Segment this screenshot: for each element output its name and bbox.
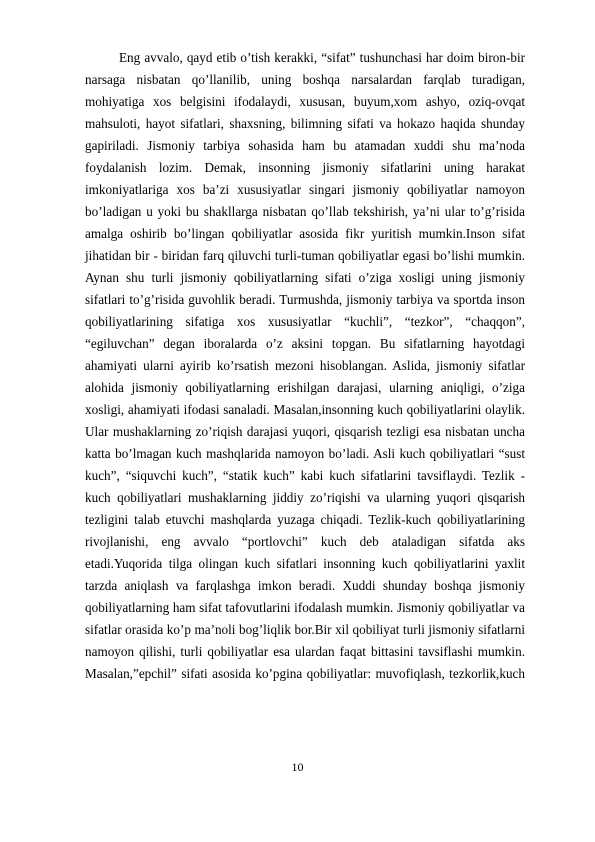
text-line: sifatlar orasida ko’p ma’noli bog’liqlik bor.Bir xil qobiliyat turli jismoniy sifatlarni (85, 622, 525, 637)
text-line: bo’ladigan u yoki bu shakllarga nisbatan qo’llab tekshirish, ya’ni ular to’g’risida (85, 204, 525, 219)
text-line: Ular mushaklarning zo’riqish darajasi yuqori, qisqarish tezligi esa nisbatan uncha (85, 424, 525, 439)
text-line: mahsuloti, hayot sifatlari, shaxsning, bilimning sifati va hokazo haqida shunday (85, 116, 525, 131)
page-number: 10 (291, 760, 304, 774)
text-line: mohiyatiga xos belgisini ifodalaydi, xususan, buyum,xom ashyo, oziq-ovqat (85, 94, 525, 109)
text-line: tezligini talab etuvchi mashqlarda yuzaga chiqadi. Tezlik-kuch qobiliyatlarining (85, 512, 525, 527)
text-line: gapiriladi. Jismoniy tarbiya sohasida ham bu atamadan xuddi shu ma’noda (85, 138, 525, 153)
text-line: sifatlari to’g’risida guvohlik beradi. Turmushda, jismoniy tarbiya va sportda inson (85, 292, 525, 307)
text-line: rivojlanishi, eng avvalo “portlovchi” kuch deb ataladigan sifatda aks (85, 534, 525, 549)
text-line: namoyon qilishi, turli qobiliyatlar esa ulardan faqat bittasini tavsiflashi mumkin. (85, 644, 525, 659)
text-line: qobiliyatlarning ham sifat tafovutlarini ifodalash mumkin. Jismoniy qobiliyatlar va (85, 600, 525, 615)
text-line: jihatidan bir - biridan farq qiluvchi turli-tuman qobiliyatlar egasi bo’lishi mumkin. (85, 248, 525, 263)
text-line: tarzda aniqlash va farqlashga imkon beradi. Xuddi shunday boshqa jismoniy (85, 578, 525, 593)
text-line: Eng avvalo, qayd etib o’tish kerakki, “sifat” tushunchasi har doim biron-bir (119, 50, 525, 65)
text-line: etadi.Yuqorida tilga olingan kuch sifatlari insonning kuch qobiliyatlarini yaxlit (85, 556, 525, 571)
text-line: alohida jismoniy qobiliyatlarning erishilgan darajasi, ularning aniqligi, o’ziga (85, 380, 525, 395)
text-line: ahamiyati ularni ayirib ko’rsatish mezoni hisoblangan. Aslida, jismoniy sifatlar (85, 358, 525, 373)
text-line: “egiluvchan” degan iboralarda o’z aksini topgan. Bu sifatlarning hayotdagi (85, 336, 525, 351)
text-line: foydalanish lozim. Demak, insonning jismoniy sifatlarini uning harakat (85, 160, 525, 175)
text-line: kuch qobiliyatlari mushaklarning jiddiy zo’riqishi va ularning yuqori qisqarish (85, 490, 525, 505)
text-line: xosligi, ahamiyati ifodasi sanaladi. Masalan,insonning kuch qobiliyatlarini olaylik. (85, 402, 525, 417)
text-line: katta bo’lmagan kuch mashqlarida namoyon bo’ladi. Asli kuch qobiliyatlari “sust (85, 446, 525, 461)
text-line: Masalan,”epchil” sifati asosida ko’pgina qobiliyatlar: muvofiqlash, tezkorlik,kuch (85, 666, 525, 681)
text-line: narsaga nisbatan qo’llanilib, uning boshqa narsalardan farqlab turadigan, (85, 72, 525, 87)
text-line: kuch”, “siquvchi kuch”, “statik kuch” kabi kuch sifatlarini tavsiflaydi. Tezlik - (85, 468, 525, 483)
text-line: qobiliyatlarining sifatiga xos xususiyatlar “kuchli”, “tezkor”, “chaqqon”, (85, 314, 525, 329)
text-line: imkoniyatlariga xos ba’zi xususiyatlar singari jismoniy qobiliyatlar namoyon (85, 182, 525, 197)
text-line: amalga oshirib bo’lingan qobiliyatlar asosida fikr yuritish mumkin.Inson sifat (85, 226, 525, 241)
text-line: Aynan shu turli jismoniy qobiliyatlarning sifati o’ziga xosligi uning jismoniy (85, 270, 525, 285)
body-text (85, 47, 525, 685)
